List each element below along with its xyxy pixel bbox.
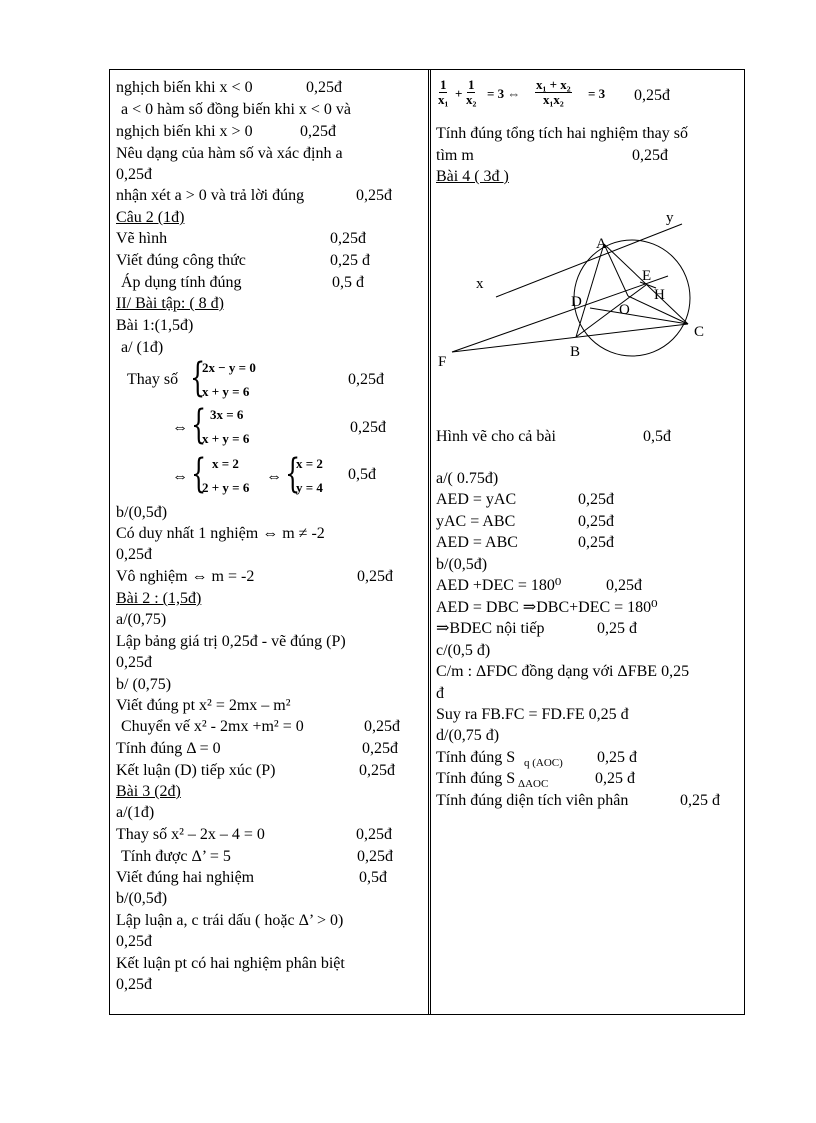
score: 0,25đ [578, 534, 614, 551]
text-line: Thay số [127, 371, 179, 388]
text-line: nghịch biến khi x > 0 [116, 123, 253, 140]
text-line: Thay số x² – 2x – 4 = 0 [116, 826, 265, 843]
score: 0,25đ [356, 826, 392, 843]
fraction: $\frac{1}{\text{x₂}}$ [466, 77, 477, 107]
text-line: Kết luận pt có hai nghiệm phân biệt [116, 955, 345, 972]
segment-ao [604, 244, 628, 296]
secant-fe [452, 276, 668, 352]
score: 0,25đ [116, 546, 152, 563]
text-line: Vẽ hình [116, 230, 168, 247]
text-line: a/ (1đ) [121, 339, 164, 356]
text-line: Suy ra FB.FC = FD.FE 0,25 đ [436, 706, 629, 723]
score: 0,25đ [116, 166, 152, 183]
text-line: Nêu dạng của hàm số và xác định a [116, 145, 343, 162]
section-heading: Bài 2 : (1,5đ) [116, 590, 202, 607]
score: 0,25đ [306, 79, 342, 96]
score: 0,25đ [356, 187, 392, 204]
equiv-symbol: ⇔ [172, 468, 188, 485]
subscript: ΔAOC [518, 778, 549, 790]
text-line: d/(0,75 đ) [436, 727, 500, 744]
score: 0,25 đ [330, 252, 370, 269]
text-line: a/(0,75) [116, 611, 167, 628]
text-line: b/(0,5đ) [436, 556, 488, 573]
text-line: Chuyển vế x² - 2mx +m² = 0 [121, 718, 304, 735]
text-line: C/m : ΔFDC đồng dạng với ΔFBE 0,25 [436, 663, 690, 680]
score: 0,25đ [348, 371, 384, 388]
score: 0,25đ [606, 577, 642, 594]
section-heading: II/ Bài tập: ( 8 đ) [116, 295, 224, 312]
equation: x + y = 6 [202, 431, 250, 446]
equation: = 3 ⇔ [487, 86, 521, 101]
text-line: Viết đúng hai nghiệm [116, 869, 255, 886]
text-line: a/( 0.75đ) [436, 470, 499, 487]
label-f: F [438, 354, 447, 370]
equation: 3x = 6 [210, 407, 244, 422]
text-line: Lập bảng giá trị 0,25đ - vẽ đúng (P) [116, 633, 346, 650]
text-line: Viết đúng công thức [116, 252, 246, 269]
score: 0,25đ [357, 568, 393, 585]
score: 0,25 đ [680, 792, 720, 809]
score: 0,25 đ [597, 749, 637, 766]
equation: x = 2 [212, 456, 239, 471]
text-line: yAC = ABC [436, 513, 516, 530]
score: 0,25 đ [597, 620, 637, 637]
text-line: b/ (0,75) [116, 676, 172, 693]
subscript: q (AOC) [524, 757, 563, 769]
text-line: Tính đúng tổng tích hai nghiệm thay số [436, 125, 688, 142]
text-line: Tính đúng S [436, 770, 516, 787]
text-line: a/(1đ) [116, 804, 155, 821]
score: 0,25đ [357, 848, 393, 865]
text-line: nhận xét a > 0 và trả lời đúng [116, 187, 305, 204]
text-line: tìm m [436, 147, 474, 164]
text-line: Hình vẽ cho cả bài [436, 428, 556, 445]
text-line: Tính đúng diện tích viên phân [436, 792, 629, 809]
text-line: nghịch biến khi x < 0 [116, 79, 253, 96]
score: 0,25đ [359, 762, 395, 779]
text-line: b/(0,5đ) [116, 504, 168, 521]
text-line: Tính được Δ’ = 5 [121, 848, 231, 865]
text-line: b/(0,5đ) [116, 890, 168, 907]
equiv-symbol: ⇔ [172, 419, 188, 436]
equation: 2x − y = 0 [202, 360, 256, 375]
equation: = 3 [588, 86, 606, 101]
text-line: AED = yAC [436, 491, 517, 508]
score: 0,25đ [632, 147, 668, 164]
label-a: A [596, 236, 607, 252]
score: 0,25 đ [595, 770, 635, 787]
score: 0,25đ [634, 87, 670, 104]
text-line: AED +DEC = 180⁰ [436, 577, 562, 594]
geometry-figure [430, 200, 740, 380]
text-line: Có duy nhất 1 nghiệm ⇔ m ≠ -2 [116, 525, 325, 542]
score: 0,25đ [116, 654, 152, 671]
text-line: Bài 1:(1,5đ) [116, 317, 194, 334]
text-line: c/(0,5 đ) [436, 642, 491, 659]
text-line: Tính đúng Δ = 0 [116, 740, 221, 757]
text-line: Tính đúng S [436, 749, 516, 766]
score: 0,5đ [359, 869, 387, 886]
score: 0,25đ [116, 976, 152, 993]
fraction: $\frac{1}{\text{x₁}}$ [438, 77, 449, 107]
score: 0,25đ [330, 230, 366, 247]
score: 0,25đ [364, 718, 400, 735]
label-x: x [476, 276, 484, 292]
brace-icon: { [190, 355, 206, 401]
text-line: AED = DBC ⇒DBC+DEC = 180⁰ [436, 599, 658, 616]
score: 0,25đ [578, 513, 614, 530]
score: 0,25đ [116, 933, 152, 950]
text-line: Áp dụng tính đúng [121, 274, 242, 291]
text-line: đ [436, 685, 444, 702]
equiv-symbol: ⇔ [266, 468, 282, 485]
score: 0,25đ [300, 123, 336, 140]
label-d: D [571, 294, 582, 310]
label-y: y [666, 210, 674, 226]
text-line: Kết luận (D) tiếp xúc (P) [116, 762, 276, 779]
text-line: AED = ABC [436, 534, 518, 551]
column-divider [428, 69, 429, 1015]
text-line: Viết đúng pt x² = 2mx – m² [116, 697, 291, 714]
brace-icon: { [191, 402, 207, 448]
brace-icon: { [285, 451, 301, 497]
equation: y = 4 [296, 480, 323, 495]
label-b: B [570, 344, 581, 360]
section-heading: Bài 4 ( 3đ ) [436, 168, 509, 185]
score: 0,5đ [643, 428, 671, 445]
text-line: ⇒BDEC nội tiếp [436, 620, 545, 637]
brace-icon: { [191, 451, 207, 497]
text-line: Vô nghiệm ⇔ m = -2 [116, 568, 255, 585]
score: 0,5đ [348, 466, 376, 483]
section-heading: Câu 2 (1đ) [116, 209, 185, 226]
equation: 2 + y = 6 [202, 480, 250, 495]
equation: x + y = 6 [202, 384, 250, 399]
fraction: $\frac{\text{x₁ + x₂}}{\text{x₁x₂}}$ [536, 77, 571, 107]
score: 0,5 đ [332, 274, 364, 291]
score: 0,25đ [362, 740, 398, 757]
section-heading: Bài 3 (2đ) [116, 783, 181, 800]
text-line: Lập luận a, c trái dấu ( hoặc Δ’ > 0) [116, 912, 344, 929]
score: 0,25đ [350, 419, 386, 436]
label-o: O [619, 302, 630, 318]
score: 0,25đ [578, 491, 614, 508]
label-e: E [642, 268, 652, 284]
label-h: H [654, 287, 665, 303]
equation: x = 2 [296, 456, 323, 471]
text-line: a < 0 hàm số đồng biến khi x < 0 và [121, 101, 352, 118]
plus-symbol: + [455, 86, 463, 101]
label-c: C [694, 324, 705, 340]
